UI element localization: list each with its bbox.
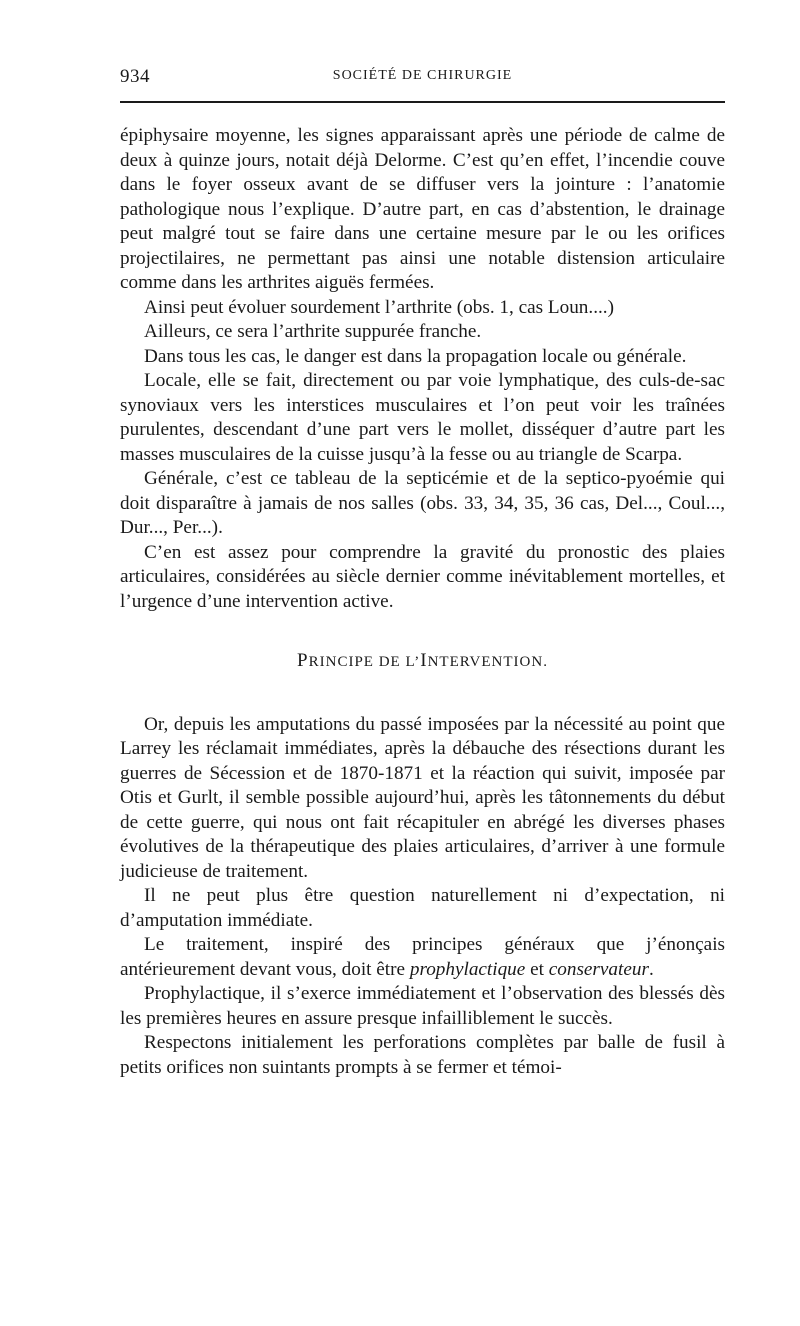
italic-term-prophylactique: prophylactique — [409, 958, 526, 980]
heading-initial: I — [420, 650, 428, 671]
italic-term-conservateur: conservateur — [548, 958, 649, 980]
header-rule — [120, 101, 725, 103]
paragraph: Respectons initialement les perforations complètes par balle de fusil à petits orifices non suintants prompts à se fermer et témoi- — [120, 1032, 725, 1078]
paragraph: Il ne peut plus être question naturellement ni d’expectation, ni d’amputation immédiate. — [120, 885, 725, 931]
running-title: SOCIÉTÉ DE CHIRURGIE — [332, 68, 513, 83]
heading-text: NTERVENTION. — [427, 654, 548, 670]
page-number: 934 — [120, 66, 150, 87]
paragraph: Ainsi peut évoluer sourdement l’arthrite (obs. 1, cas Loun....) — [144, 296, 614, 318]
paragraph: Or, depuis les amputations du passé imposées par la nécessité au point que Larrey les réclamait immédiates, après la débauche des résections durant les guerres de Sécession et de 1870-1871 et la réaction qui suivit, imposée par Otis et Gurlt, il semble possible aujourd’hui, après les tâtonnements du début de cette guerre, qui nous ont fait récapituler en abrégé les diverses phases évolutives de la thérapeutique des plaies articulaires, d’arriver à une formule judicieuse de traitement. — [120, 713, 725, 882]
running-head — [120, 66, 725, 92]
body-text — [120, 124, 725, 1080]
paragraph-continued: épiphysaire moyenne, les signes apparaissant après une période de calme de deux à quinze jours, notait déjà Delorme. C’est qu’en effet, l’incendie couve dans le foyer osseux avant de se diffuser vers la jointure : l’anatomie pathologique nous l’explique. D’autre part, en cas d’abstention, le drainage peut malgré tout se faire dans une certaine mesure par le ou les orifices projectilaires, ne permettant pas ainsi une notable distension articulaire comme dans les arthrites aiguës fermées. — [120, 125, 725, 293]
paragraph: Prophylactique, il s’exerce immédiatement et l’observation des blessés dès les premières heures en assure presque infailliblement le succès. — [120, 983, 725, 1029]
paragraph-treatment — [120, 933, 725, 982]
paragraph: Ailleurs, ce sera l’arthrite suppurée franche. — [144, 321, 482, 342]
heading-text: RINCIPE DE L’ — [308, 654, 421, 670]
paragraph: Générale, c’est ce tableau de la septicémie et de la septico-pyoémie qui doit disparaître à jamais de nos salles (obs. 33, 34, 35, 36 cas, Del..., Coul..., Dur..., Per...). — [120, 468, 725, 538]
paragraph: Locale, elle se fait, directement ou par voie lymphatique, des culs-de-sac synoviaux vers les interstices musculaires et l’on peut voir les traînées purulentes, descendant d’une part vers le mollet, disséquer d’autre part les masses musculaires de la cuisse jusqu’à la fesse ou au triangle de Scarpa. — [120, 370, 725, 465]
treatment-text: Le traitement, inspiré des principes généraux que j’énonçais antérieurement devant vous, doit être — [120, 934, 725, 980]
section-heading — [120, 649, 725, 675]
heading-initial: P — [297, 650, 309, 671]
treatment-text: et — [525, 958, 549, 980]
paragraph: Dans tous les cas, le danger est dans la propagation locale ou générale. — [144, 345, 687, 367]
treatment-text: . — [648, 958, 654, 980]
paragraph: C’en est assez pour comprendre la gravité du pronostic des plaies articulaires, considérées au siècle dernier comme inévitablement mortelles, et l’urgence d’une intervention active. — [120, 541, 725, 612]
